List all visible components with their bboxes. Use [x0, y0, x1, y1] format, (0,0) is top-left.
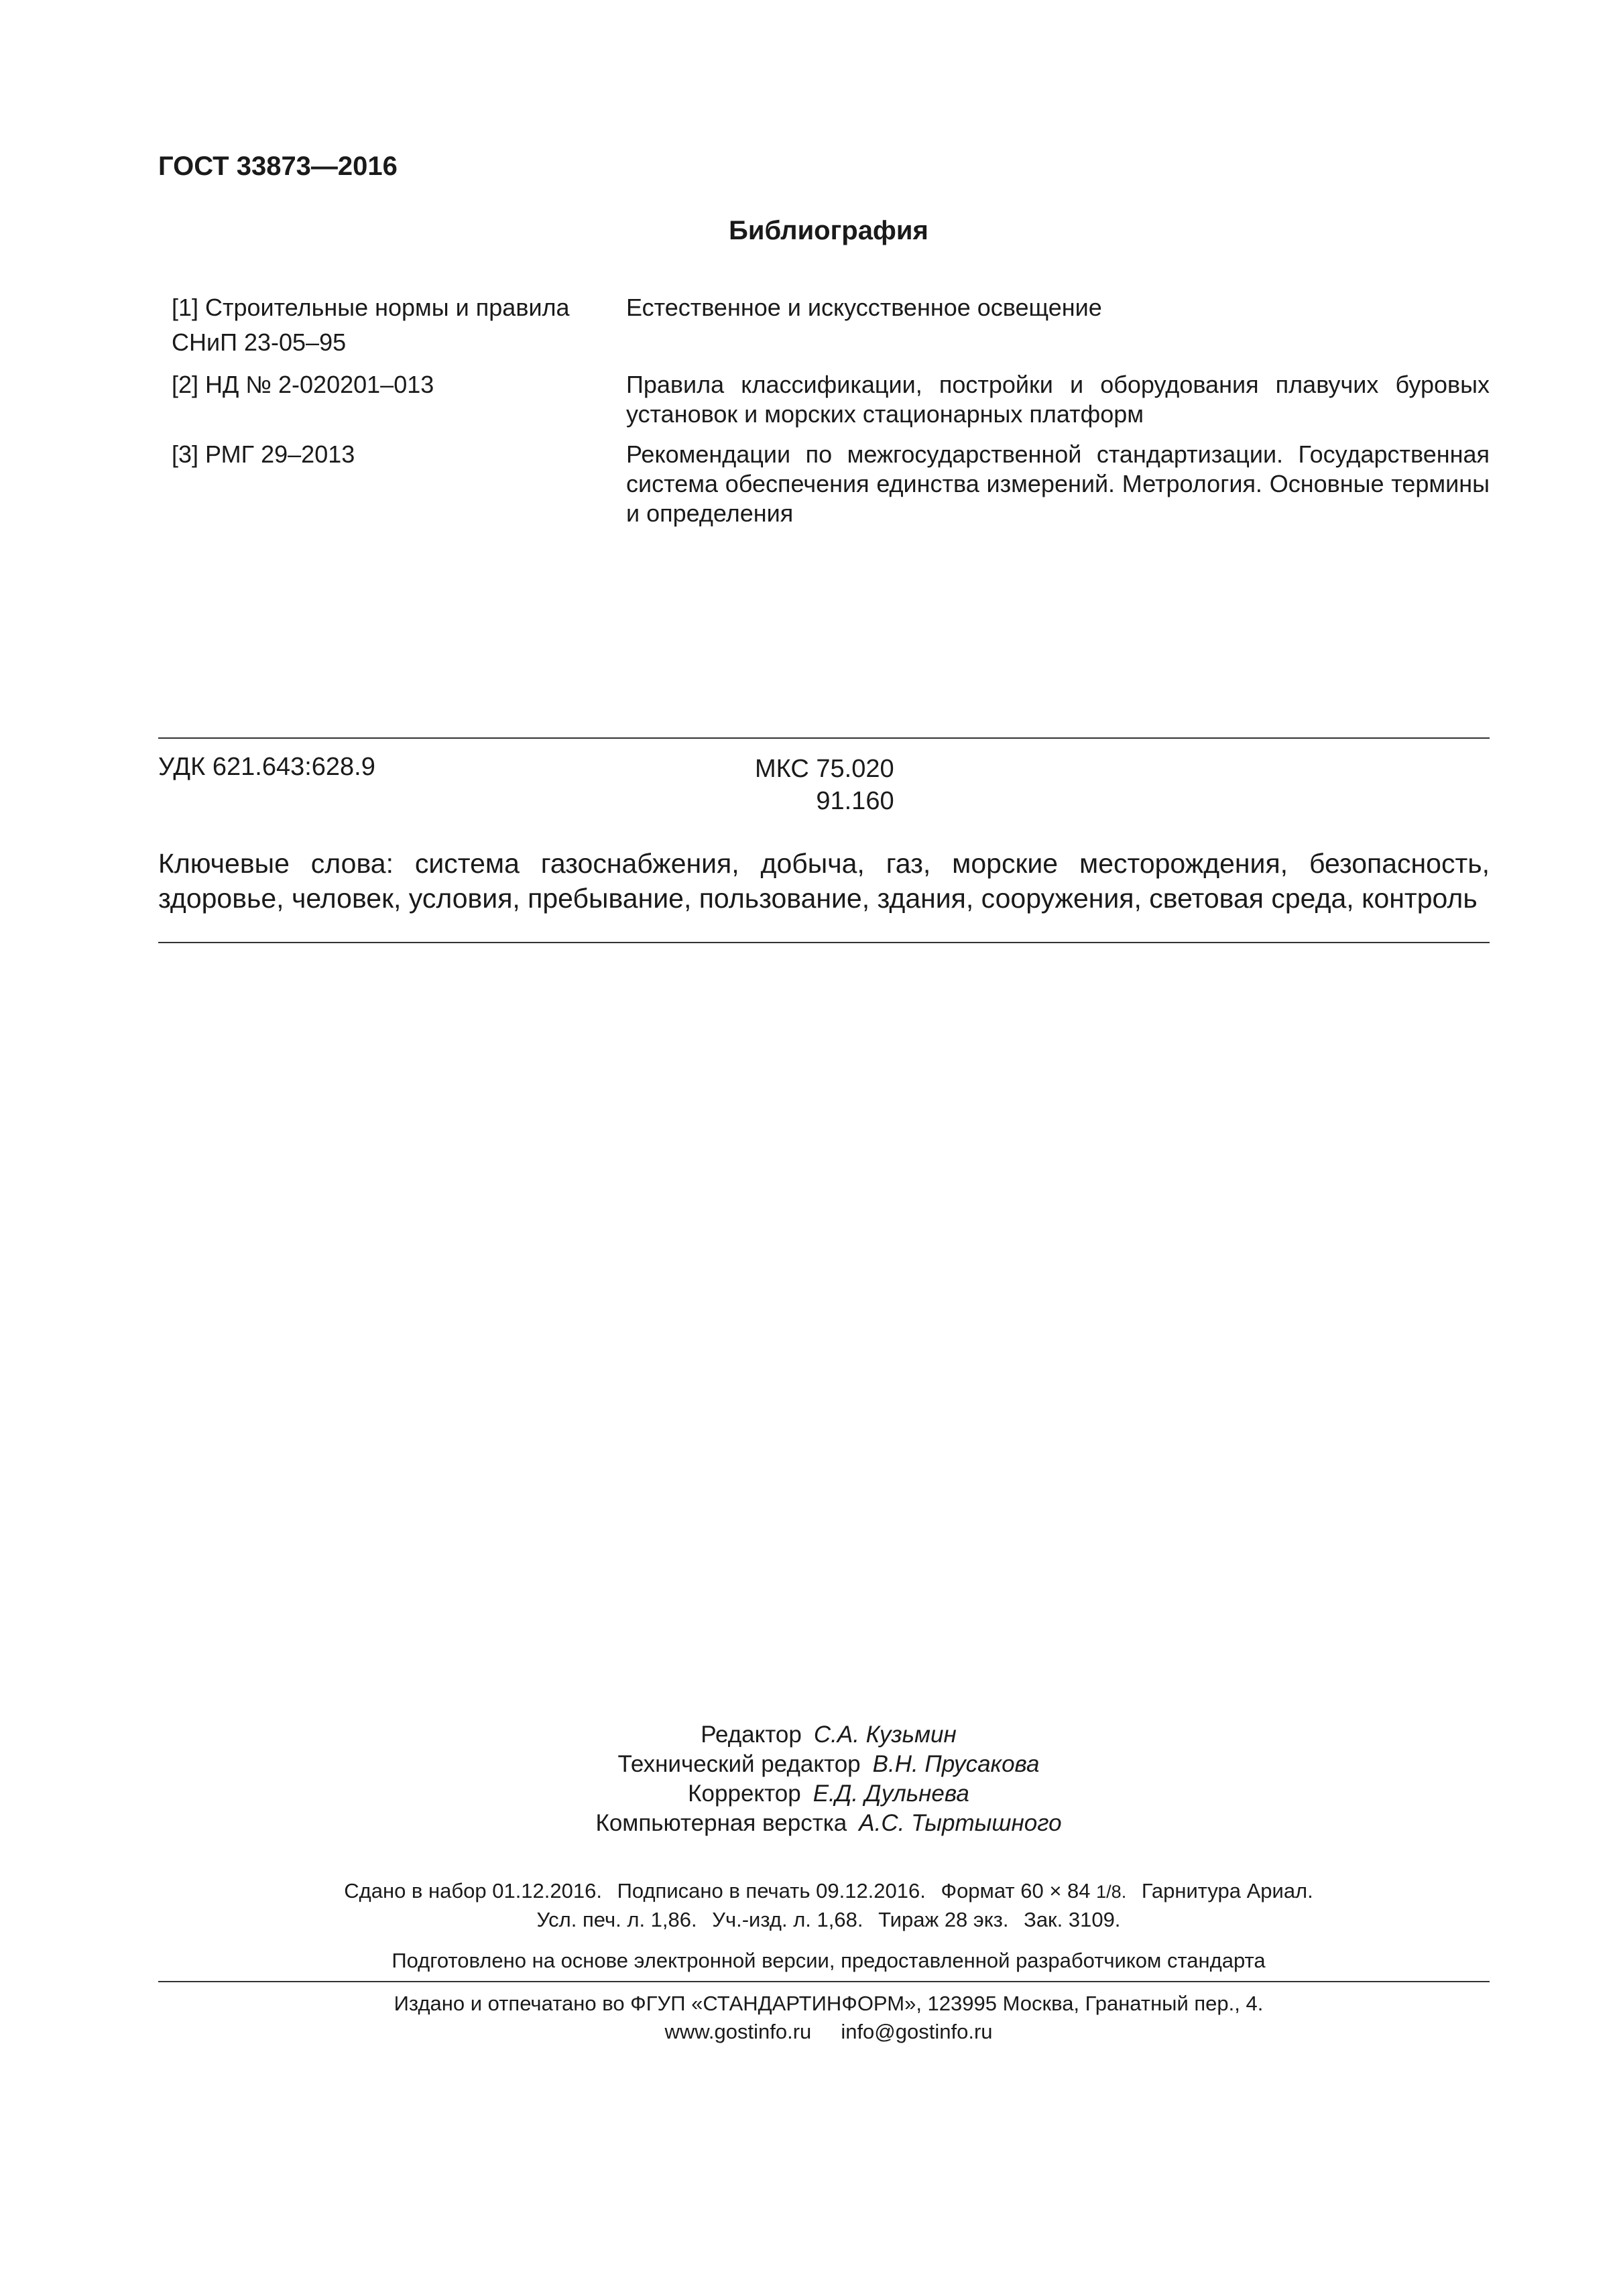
- bibliography-ref-1: [172, 290, 570, 360]
- bibliography-desc-1: Естественное и искусственное освещение: [626, 294, 1102, 321]
- imprint-typeface: Гарнитура Ариал.: [1141, 1879, 1313, 1902]
- bibliography-ref-2: [2] НД № 2-020201–013: [172, 371, 434, 398]
- credits-block: [0, 1720, 1623, 1838]
- publisher-block: [0, 1990, 1623, 2046]
- imprint-submitted: Сдано в набор 01.12.2016.: [344, 1879, 602, 1902]
- imprint-signed: Подписано в печать 09.12.2016.: [617, 1879, 926, 1902]
- imprint-order: Зак. 3109.: [1024, 1908, 1121, 1931]
- credit-role: Компьютерная верстка: [595, 1810, 847, 1836]
- credit-name: С.А. Кузьмин: [813, 1721, 957, 1748]
- imprint-format-fraction: 1/8.: [1096, 1882, 1127, 1902]
- document-code: ГОСТ 33873—2016: [158, 152, 398, 181]
- credit-layout: [0, 1809, 1623, 1838]
- credit-editor: [0, 1720, 1623, 1750]
- imprint-publisher-sheets: Уч.-изд. л. 1,68.: [712, 1908, 863, 1931]
- publisher-email-link[interactable]: info@gostinfo.ru: [841, 2020, 993, 2043]
- bibliography-desc-2: Правила классификации, постройки и оборудования плавучих буровых установок и морских стационарных платформ: [626, 371, 1490, 428]
- imprint-line-2: [0, 1906, 1623, 1934]
- prepared-note: Подготовлено на основе электронной версии, предоставленной разработчиком стандарта: [392, 1949, 1266, 1972]
- publisher-website-link[interactable]: www.gostinfo.ru: [664, 2020, 812, 2043]
- bibliography-ref-1-line1: [1] Строительные нормы и правила: [172, 294, 570, 321]
- imprint-line-1: [0, 1877, 1623, 1906]
- imprint-circulation: Тираж 28 экз.: [878, 1908, 1009, 1931]
- imprint-block: [0, 1877, 1623, 1934]
- credit-tech-editor: [0, 1750, 1623, 1779]
- credit-name: Е.Д. Дульнева: [813, 1780, 969, 1807]
- credit-role: Технический редактор: [617, 1751, 861, 1777]
- divider-publisher: [158, 1981, 1490, 1982]
- bibliography-title: Библиография: [729, 216, 928, 245]
- credit-role: Редактор: [701, 1721, 802, 1748]
- bibliography-ref-1-line2: СНиП 23-05–95: [172, 328, 347, 356]
- publisher-line: Издано и отпечатано во ФГУП «СТАНДАРТИНФОРМ», 123995 Москва, Гранатный пер., 4.: [394, 1992, 1264, 2015]
- credit-name: В.Н. Прусакова: [872, 1751, 1040, 1777]
- udk-code: УДК 621.643:628.9: [158, 753, 375, 781]
- mks-codes: [755, 753, 894, 817]
- credit-name: А.С. Тыртышного: [859, 1810, 1062, 1836]
- credit-role: Корректор: [688, 1780, 801, 1807]
- publisher-contacts: [0, 2018, 1623, 2046]
- mks-code-2: 91.160: [816, 787, 894, 815]
- mks-code-1: МКС 75.020: [755, 755, 894, 783]
- divider-top: [158, 737, 1490, 739]
- keywords: Ключевые слова: система газоснабжения, добыча, газ, морские месторождения, безопасность, здоровье, человек, условия, пребывание, пользование, здания, сооружения, световая среда, контроль: [158, 848, 1490, 914]
- credit-proofreader: [0, 1779, 1623, 1809]
- imprint-print-sheets: Усл. печ. л. 1,86.: [536, 1908, 697, 1931]
- divider-keywords: [158, 942, 1490, 943]
- bibliography-ref-3: [3] РМГ 29–2013: [172, 440, 355, 468]
- imprint-format: Формат 60 × 84: [941, 1879, 1091, 1902]
- bibliography-desc-3: Рекомендации по межгосударственной стандартизации. Государственная система обеспечения единства измерений. Метрология. Основные термины и определения: [626, 440, 1490, 527]
